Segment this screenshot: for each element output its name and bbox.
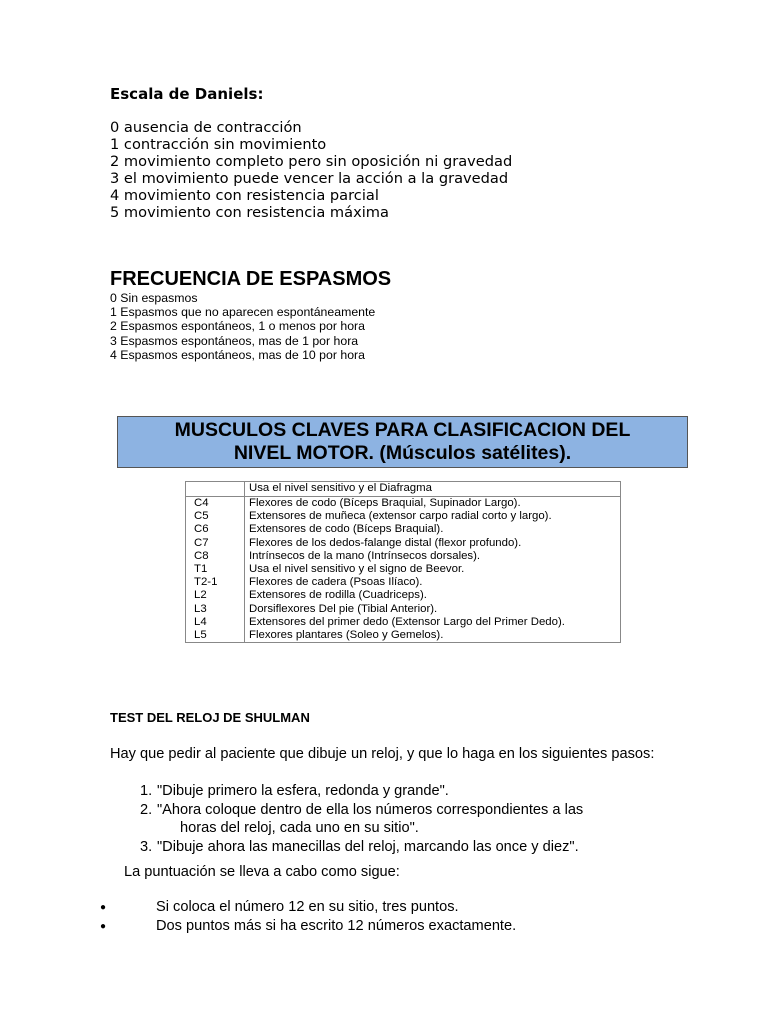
bullet-item — [100, 898, 516, 917]
description-cell: Flexores de codo (Bíceps Braquial, Supinador Largo). — [249, 497, 521, 509]
espasmos-item: 0 Sin espasmos — [110, 291, 198, 305]
step-item — [140, 801, 660, 838]
step-text: "Dibuje ahora las manecillas del reloj, marcando las once y diez". — [157, 838, 579, 855]
daniels-item: 4 movimiento con resistencia parcial — [110, 187, 379, 204]
level-cell: L3 — [194, 602, 207, 615]
espasmos-list — [110, 291, 375, 362]
bullet-icon: ● — [100, 921, 107, 932]
table-header-level — [186, 482, 245, 497]
level-cell: T2-1 — [194, 576, 218, 589]
daniels-item: 1 contracción sin movimiento — [110, 136, 327, 153]
musculos-table — [185, 481, 621, 643]
step-item — [140, 838, 660, 857]
daniels-item: 3 el movimiento puede vencer la acción a la gravedad — [110, 170, 509, 187]
table-header-desc: Usa el nivel sensitivo y el Diafragma — [245, 482, 621, 497]
description-cell: Intrínsecos de la mano (Intrínsecos dorsales). — [249, 549, 481, 562]
level-cell: T1 — [194, 563, 208, 576]
step-number: 1. — [140, 783, 153, 799]
espasmos-item: 4 Espasmos espontáneos, mas de 10 por hora — [110, 347, 365, 362]
description-cell: Extensores del primer dedo (Extensor Largo del Primer Dedo). — [249, 615, 565, 628]
bullet-text: Dos puntos más si ha escrito 12 números exactamente. — [156, 918, 517, 934]
level-cell: C4 — [194, 497, 209, 509]
shulman-title: TEST DEL RELOJ DE SHULMAN — [110, 710, 310, 725]
step-item — [140, 782, 660, 801]
level-cell: L5 — [194, 629, 207, 642]
description-cell: Extensores de muñeca (extensor carpo radial corto y largo). — [249, 510, 552, 523]
musculos-title-line2: NIVEL MOTOR. (Músculos satélites). — [233, 442, 572, 464]
daniels-list — [110, 119, 512, 221]
level-cell: C6 — [194, 523, 209, 536]
level-cell: C8 — [194, 549, 209, 562]
puntuacion-text: La puntuación se lleva a cabo como sigue: — [124, 864, 400, 880]
step-number: 2. — [140, 801, 153, 818]
shulman-intro: Hay que pedir al paciente que dibuje un reloj, y que lo haga en los siguientes pasos: — [110, 746, 655, 762]
espasmos-item: 3 Espasmos espontáneos, mas de 1 por hora — [110, 333, 359, 348]
description-cell: Flexores de cadera (Psoas Ilíaco). — [249, 576, 423, 589]
musculos-title-line1: MUSCULOS CLAVES PARA CLASIFICACION DEL — [174, 419, 631, 441]
daniels-item: 0 ausencia de contracción — [110, 119, 302, 136]
description-cell: Flexores plantares (Soleo y Gemelos). — [249, 629, 444, 642]
espasmos-item: 2 Espasmos espontáneos, 1 o menos por hora — [110, 319, 365, 334]
step-number: 3. — [140, 838, 153, 855]
description-cell: Dorsiflexores Del pie (Tibial Anterior). — [249, 602, 438, 615]
level-cell: C7 — [194, 536, 209, 549]
description-column — [245, 497, 621, 643]
daniels-item: 5 movimiento con resistencia máxima — [110, 204, 389, 221]
shulman-steps — [140, 782, 660, 856]
description-cell: Extensores de rodilla (Cuadriceps). — [249, 589, 427, 602]
step-text: "Dibuje primero la esfera, redonda y grande". — [157, 783, 449, 799]
bullet-text: Si coloca el número 12 en su sitio, tres puntos. — [156, 899, 459, 915]
level-cell: L4 — [194, 615, 207, 628]
description-cell: Usa el nivel sensitivo y el signo de Beevor. — [249, 563, 465, 576]
level-cell: C5 — [194, 510, 209, 523]
musculos-title-box — [117, 416, 688, 468]
level-cell: L2 — [194, 589, 207, 602]
daniels-title: Escala de Daniels: — [110, 85, 264, 103]
table-header-row — [186, 482, 621, 497]
step-text-continuation: horas del reloj, cada uno en su sitio". — [180, 820, 419, 836]
level-column — [186, 497, 245, 643]
espasmos-title: FRECUENCIA DE ESPASMOS — [110, 268, 392, 290]
daniels-item: 2 movimiento completo pero sin oposición ni gravedad — [110, 153, 513, 170]
bullet-icon: ● — [100, 902, 107, 913]
espasmos-item: 1 Espasmos que no aparecen espontáneamente — [110, 305, 376, 320]
puntuacion-bullets — [100, 898, 516, 936]
step-text: "Ahora coloque dentro de ella los números correspondientes a las — [157, 801, 584, 818]
description-cell: Extensores de codo (Bíceps Braquial). — [249, 523, 444, 536]
table-body-row — [186, 497, 621, 643]
bullet-item — [100, 917, 516, 936]
description-cell: Flexores de los dedos-falange distal (flexor profundo). — [249, 536, 522, 549]
